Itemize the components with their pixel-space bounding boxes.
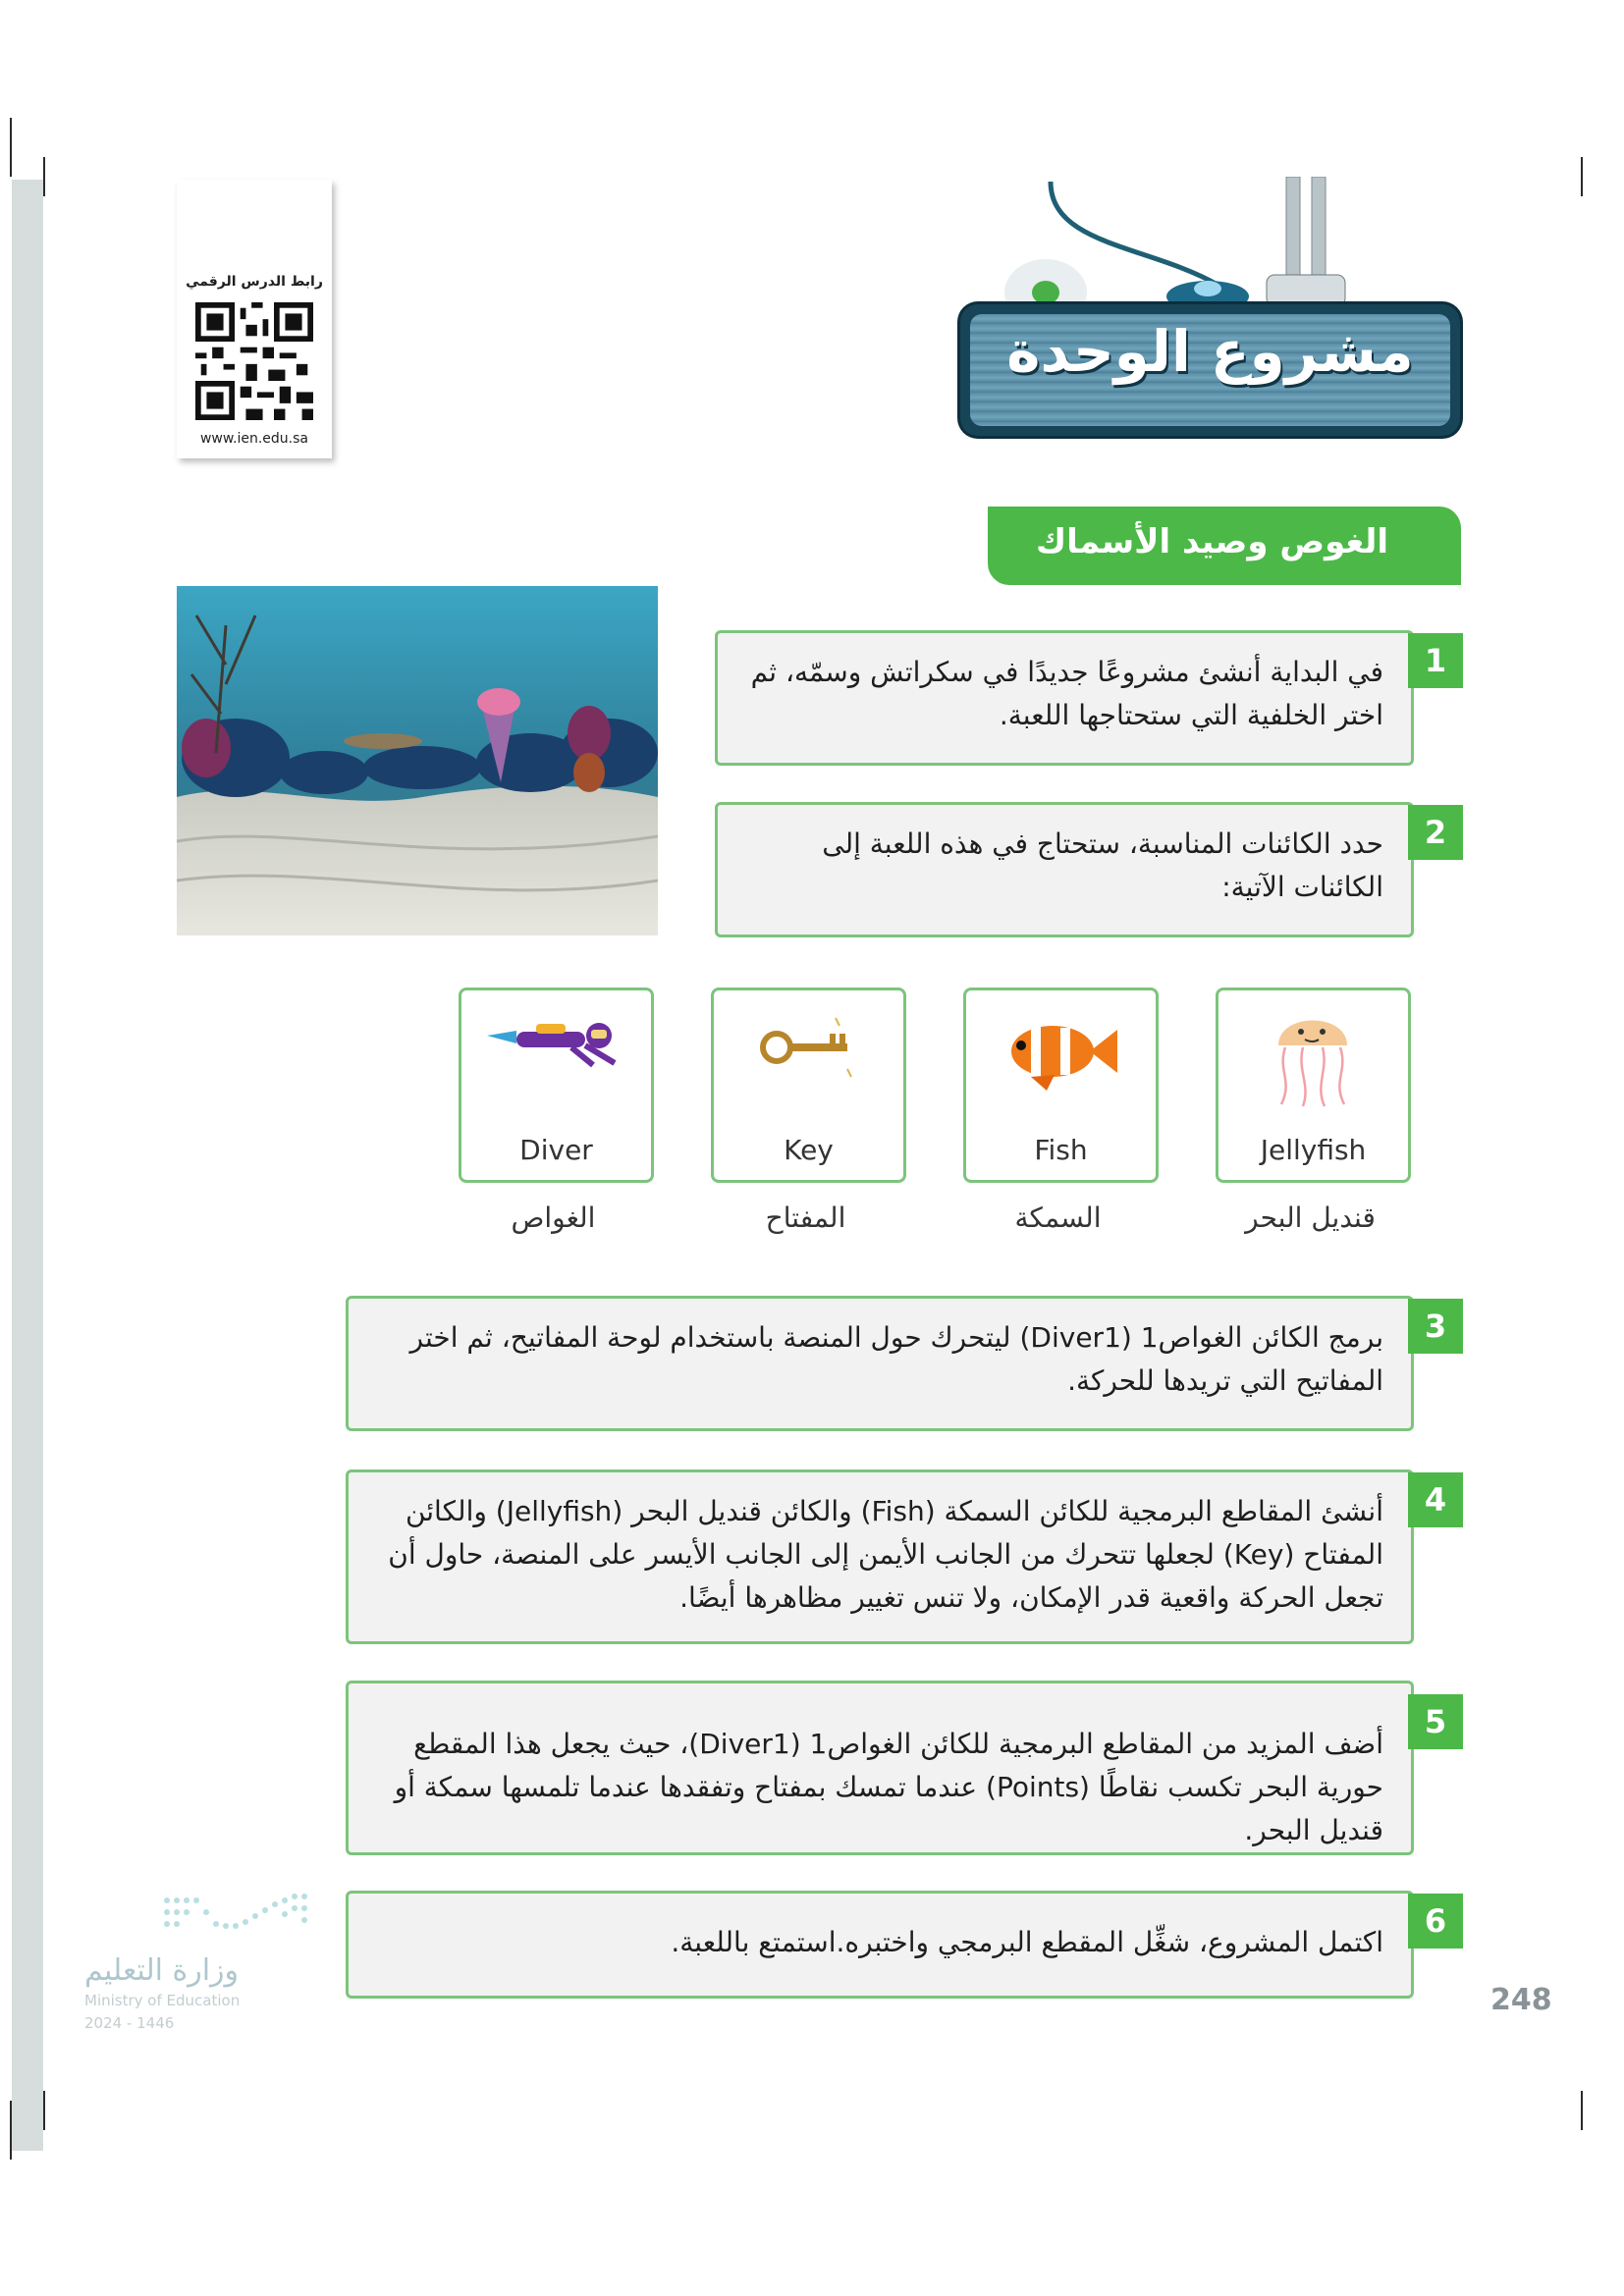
sprite-name-jellyfish: Jellyfish bbox=[1260, 1134, 1367, 1166]
step-text-1: في البداية أنشئ مشروعًا جديدًا في سكراتش وسمّه، ثم اختر الخلفية التي ستحتاجها اللعبة. bbox=[750, 656, 1383, 731]
sprite-label-ar-diver: الغواص bbox=[511, 1201, 596, 1234]
sprite-label-ar-key: المفتاح bbox=[765, 1201, 846, 1234]
step-box-2 bbox=[715, 802, 1414, 937]
side-strip bbox=[12, 180, 43, 2151]
step-number-6: 6 bbox=[1408, 1894, 1463, 1949]
sprite-card-key[interactable] bbox=[711, 988, 906, 1183]
step-text-2: حدد الكائنات المناسبة، ستحتاج في هذه اللعبة إلى الكائنات الآتية: bbox=[822, 828, 1383, 903]
sprite-name-fish: Fish bbox=[1034, 1134, 1088, 1166]
step-box-5 bbox=[346, 1681, 1414, 1855]
ministry-name-en: Ministry of Education bbox=[84, 1992, 241, 2009]
crop-mark bbox=[43, 2091, 45, 2130]
step-number-1: 1 bbox=[1408, 633, 1463, 688]
step-text-5: أضف المزيد من المقاطع البرمجية للكائن الغواص1 (Diver1)، حيث يجعل هذا المقطع حورية البحر تكسب نقاطًا (Points) عندما تمسك بمفتاح وتفقدها عندما تلمسها سمكة أو قنديل البحر. bbox=[394, 1728, 1383, 1846]
underwater-scene-image bbox=[177, 586, 658, 935]
sprite-card-fish[interactable] bbox=[963, 988, 1159, 1183]
step-number-3: 3 bbox=[1408, 1299, 1463, 1354]
ministry-year: 2024 - 1446 bbox=[84, 2014, 175, 2032]
section-heading bbox=[988, 507, 1461, 585]
crop-mark bbox=[1581, 2091, 1583, 2130]
crop-mark bbox=[1581, 157, 1583, 196]
section-title: الغوص وصيد الأسماك bbox=[1036, 522, 1388, 561]
qr-url[interactable]: www.ien.edu.sa bbox=[199, 431, 309, 447]
diver-icon bbox=[477, 1006, 634, 1085]
step-box-3 bbox=[346, 1296, 1414, 1431]
step-box-4 bbox=[346, 1469, 1414, 1644]
page-title: مشروع الوحدة bbox=[1006, 318, 1414, 385]
sprite-name-diver: Diver bbox=[519, 1134, 593, 1166]
step-box-6 bbox=[346, 1891, 1414, 1999]
jellyfish-icon bbox=[1264, 1002, 1362, 1110]
page-number: 248 bbox=[1490, 1983, 1552, 2017]
crop-mark bbox=[43, 157, 45, 196]
ministry-logo-icon bbox=[157, 1887, 324, 1942]
sprite-card-diver[interactable] bbox=[459, 988, 654, 1183]
step-number-5: 5 bbox=[1408, 1694, 1463, 1749]
sprite-label-ar-jellyfish: قنديل البحر bbox=[1245, 1201, 1376, 1234]
step-box-1 bbox=[715, 630, 1414, 766]
key-icon bbox=[749, 1008, 867, 1087]
crop-mark bbox=[10, 118, 12, 177]
sprite-name-key: Key bbox=[784, 1134, 834, 1166]
step-text-6: اكتمل المشروع، شغِّل المقطع البرمجي واختبره.استمتع باللعبة. bbox=[671, 1926, 1383, 1958]
sprite-label-ar-fish: السمكة bbox=[1014, 1201, 1102, 1234]
sprite-card-jellyfish[interactable] bbox=[1216, 988, 1411, 1183]
step-number-2: 2 bbox=[1408, 805, 1463, 860]
title-banner bbox=[960, 304, 1460, 436]
fish-icon bbox=[992, 1006, 1129, 1095]
step-text-3: برمج الكائن الغواص1 (Diver1) ليتحرك حول المنصة باستخدام لوحة المفاتيح، ثم اختر المفاتيح التي تريدها للحركة. bbox=[409, 1321, 1383, 1397]
qr-card[interactable] bbox=[177, 180, 332, 458]
step-text-4: أنشئ المقاطع البرمجية للكائن السمكة (Fish) والكائن قنديل البحر (Jellyfish) والكائن المفتاح (Key) لجعلها تتحرك من الجانب الأيمن إلى الجانب الأيسر على المنصة، حاول أن تجعل الحركة واقعية قدر الإمكان، ولا تنس تغيير مظاهرها أيضًا. bbox=[388, 1495, 1383, 1614]
qr-label: رابط الدرس الرقمي bbox=[186, 274, 323, 290]
machine-decoration-icon bbox=[972, 177, 1434, 314]
ministry-name-ar: وزارة التعليم bbox=[84, 1953, 240, 1988]
step-number-4: 4 bbox=[1408, 1472, 1463, 1527]
qr-code-icon[interactable] bbox=[195, 302, 313, 420]
